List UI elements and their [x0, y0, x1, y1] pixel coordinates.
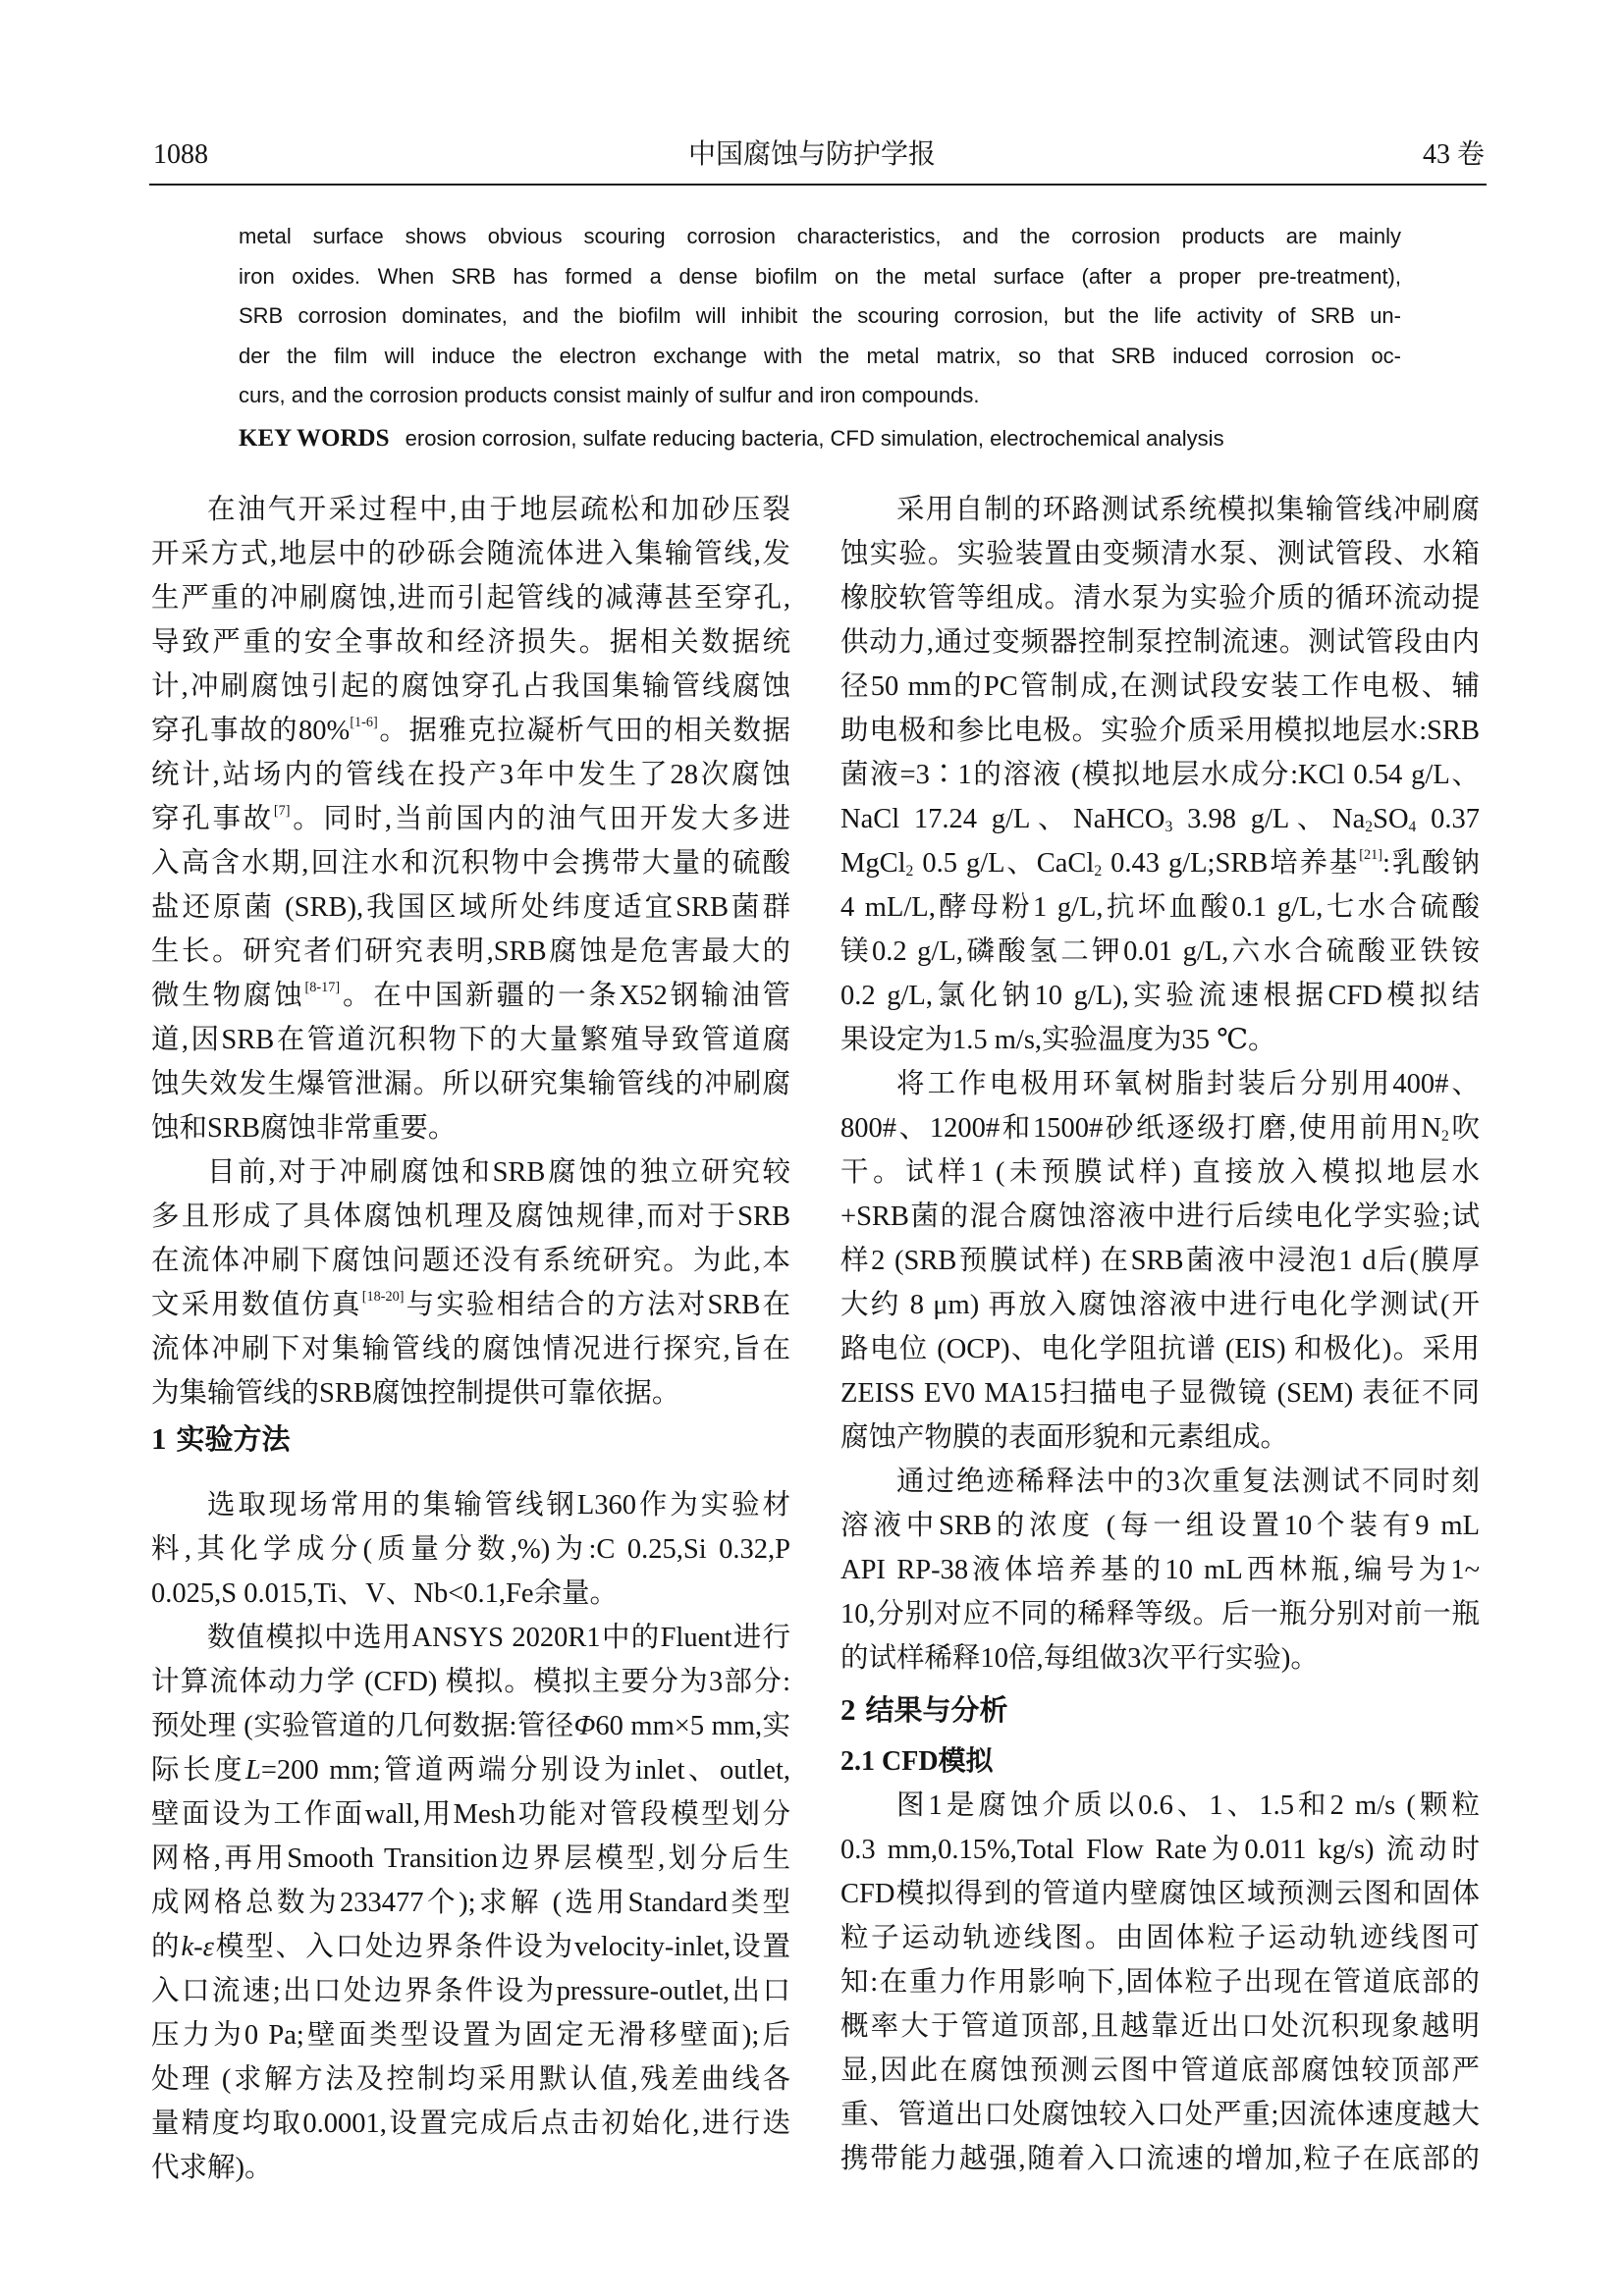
paragraph	[151, 1483, 790, 1616]
text-line: 菌液=3∶1的溶液 (模拟地层水成分:KCl 0.54 g/L、	[840, 760, 1480, 790]
text-line: 生严重的冲刷腐蚀,进而引起管线的减薄甚至穿孔,	[151, 583, 790, 614]
abstract-line: metal surface shows obvious scouring corrosion characteristics, and the corrosion products are mainly	[239, 224, 1401, 248]
text-line: 橡胶软管等组成。清水泵为实验介质的循环流动提	[840, 583, 1480, 614]
text-line: 概率大于管道顶部,且越靠近出口处沉积现象越明	[840, 2011, 1480, 2042]
text-line	[151, 1748, 790, 1792]
text-line: 10,分别对应不同的稀释等级。后一瓶分别对前一瓶	[840, 1599, 1480, 1629]
text-line: 选取现场常用的集输管线钢L360作为实验材	[207, 1490, 790, 1521]
header-rule	[149, 184, 1487, 186]
text-line: 导致严重的安全事故和经济损失。据相关数据统	[151, 627, 790, 658]
text-line: 图1是腐蚀介质以0.6、1、1.5和2 m/s (颗粒	[896, 1790, 1480, 1821]
text-line: 助电极和参比电极。实验介质采用模拟地层水:SRB	[840, 716, 1480, 746]
section-title: 结果与分析	[865, 1693, 1008, 1727]
text-line: +SRB菌的混合腐蚀溶液中进行后续电化学实验;试	[840, 1201, 1480, 1232]
text-line: 镁0.2 g/L,磷酸氢二钾0.01 g/L,六水合硫酸亚铁铵	[840, 936, 1480, 967]
page-number: 1088	[153, 139, 208, 170]
text-line: 蚀实验。实验装置由变频清水泵、测试管段、水箱	[840, 539, 1480, 569]
text-line: 代求解)。	[151, 2153, 273, 2183]
text-line: 入高含水期,回注水和沉积物中会携带大量的硫酸	[151, 848, 790, 879]
abstract-line: der the film will induce the electron exchange with the metal matrix, so that SRB induced corrosion oc-	[239, 343, 1401, 368]
right-column	[840, 488, 1480, 2181]
text-run: 800#、1200#和1500#砂纸逐级打磨,使用前用N	[840, 1113, 1441, 1144]
text-run: 。同时,当前国内的油气田开发大多进	[290, 804, 790, 834]
text-run: 际长度	[151, 1755, 245, 1786]
text-line: 盐还原菌 (SRB),我国区域所处纬度适宜SRB菌群	[151, 892, 790, 923]
paragraph	[840, 488, 1480, 1062]
text-line: 0.025,S 0.015,Ti、V、Nb<0.1,Fe余量。	[151, 1578, 619, 1609]
text-line: 将工作电极用环氧树脂封装后分别用400#、	[896, 1069, 1480, 1099]
paragraph	[151, 1150, 790, 1415]
text-line: 溶液中SRB的浓度 (每一组设置10个装有9 mL	[840, 1511, 1480, 1541]
text-line: 蚀和SRB腐蚀非常重要。	[151, 1113, 457, 1144]
text-run: 0.37	[1431, 804, 1480, 834]
text-line: 目前,对于冲刷腐蚀和SRB腐蚀的独立研究较	[207, 1157, 790, 1188]
abstract-line: SRB corrosion dominates, and the biofilm will inhibit the scouring corrosion, but the life activity of SRB un-	[239, 303, 1401, 329]
text-line: 干。试样1 (未预膜试样) 直接放入模拟地层水	[840, 1157, 1480, 1188]
volume-label: 43 卷	[1422, 139, 1485, 170]
text-run: 文采用数值仿真	[151, 1290, 362, 1320]
subscript: 2	[905, 862, 914, 880]
text-run: 0.43 g/L;SRB培养基	[1102, 848, 1360, 879]
text-line: 径50 mm的PC管制成,在测试段安装工作电极、辅	[840, 671, 1480, 702]
text-line	[840, 797, 1480, 841]
text-line: 数值模拟中选用ANSYS 2020R1中的Fluent进行	[207, 1623, 790, 1653]
citation-superscript: [21]	[1359, 847, 1383, 864]
text-line: 料,其化学成分(质量分数,%)为:C 0.25,Si 0.32,P	[151, 1534, 790, 1565]
text-line: 多且形成了具体腐蚀机理及腐蚀规律,而对于SRB	[151, 1201, 790, 1232]
text-line: 采用自制的环路测试系统模拟集输管线冲刷腐	[896, 495, 1480, 525]
text-line: 显,因此在腐蚀预测云图中管道底部腐蚀较顶部严	[840, 2056, 1480, 2086]
text-run: :乳酸钠	[1382, 848, 1480, 879]
section-heading	[840, 1681, 1480, 1739]
text-run: SO	[1373, 804, 1409, 834]
text-line: 大约 8 μm) 再放入腐蚀溶液中进行电化学测试(开	[840, 1290, 1480, 1320]
subscript: 2	[1094, 862, 1103, 880]
text-line	[151, 1283, 790, 1327]
italic-symbol: k-ε	[181, 1932, 214, 1962]
text-run: =200 mm;管道两端分别设为inlet、outlet,	[260, 1755, 790, 1786]
left-column	[151, 488, 790, 2190]
text-line: 道,因SRB在管道沉积物下的大量繁殖导致管道腐	[151, 1025, 790, 1055]
citation-superscript: [18-20]	[361, 1289, 405, 1306]
italic-symbol: Φ	[573, 1711, 596, 1741]
text-run: 微生物腐蚀	[151, 981, 305, 1011]
text-line: 通过绝迹稀释法中的3次重复法测试不同时刻	[896, 1467, 1480, 1497]
text-line: 壁面设为工作面wall,用Mesh功能对管段模型划分	[151, 1799, 790, 1830]
section-number: 2	[840, 1692, 856, 1727]
text-line: 样2 (SRB预膜试样) 在SRB菌液中浸泡1 d后(膜厚	[840, 1246, 1480, 1276]
text-line: 在流体冲刷下腐蚀问题还没有系统研究。为此,本	[151, 1246, 790, 1276]
text-run: 模型、入口处边界条件设为velocity-inlet,设置	[213, 1932, 790, 1962]
text-run: 穿孔事故的80%	[151, 716, 351, 746]
text-run: 与实验相结合的方法对SRB在	[404, 1290, 790, 1320]
english-abstract	[239, 217, 1401, 459]
text-line: 重、管道出口处腐蚀较入口处严重;因流体速度越大	[840, 2100, 1480, 2130]
text-line: 在油气开采过程中,由于地层疏松和加砂压裂	[207, 495, 790, 525]
text-run: NaCl 17.24 g/L、NaHCO	[840, 804, 1165, 834]
paragraph	[840, 1784, 1480, 2181]
abstract-line: curs, and the corrosion products consist mainly of sulfur and iron compounds.	[239, 383, 980, 408]
keywords-label: KEY WORDS	[239, 424, 390, 452]
text-run: 0.5 g/L、CaCl	[913, 848, 1095, 879]
section-title: 实验方法	[176, 1422, 291, 1456]
text-line	[151, 709, 790, 753]
text-line: 携带能力越强,随着入口流速的增加,粒子在底部的	[840, 2144, 1480, 2174]
text-line: ZEISS EV0 MA15扫描电子显微镜 (SEM) 表征不同	[840, 1378, 1480, 1409]
text-line: 供动力,通过变频器控制泵控制流速。测试管段由内	[840, 627, 1480, 658]
text-run: 。在中国新疆的一条X52钢输油管	[340, 981, 790, 1011]
italic-symbol: L	[244, 1755, 261, 1786]
text-run: 穿孔事故	[151, 804, 274, 834]
text-line	[151, 1925, 790, 1969]
text-line: 开采方式,地层中的砂砾会随流体进入集输管线,发	[151, 539, 790, 569]
text-line: 统计,站场内的管线在投产3年中发生了28次腐蚀	[151, 760, 790, 790]
subscript: 4	[1408, 818, 1417, 835]
text-run: MgCl	[840, 848, 906, 879]
text-line: 生长。研究者们研究表明,SRB腐蚀是危害最大的	[151, 936, 790, 967]
text-line: 量精度均取0.0001,设置完成后点击初始化,进行迭	[151, 2109, 790, 2139]
citation-superscript: [7]	[273, 803, 291, 820]
text-line: 蚀失效发生爆管泄漏。所以研究集输管线的冲刷腐	[151, 1069, 790, 1099]
text-line: CFD模拟得到的管道内壁腐蚀区域预测云图和固体	[840, 1879, 1480, 1909]
text-line: 入口流速;出口处边界条件设为pressure-outlet,出口	[151, 1976, 790, 2006]
text-run: 的	[151, 1932, 182, 1962]
text-line: 的试样稀释10倍,每组做3次平行实验)。	[840, 1643, 1319, 1674]
text-line: 4 mL/L,酵母粉1 g/L,抗坏血酸0.1 g/L,七水合硫酸	[840, 892, 1480, 923]
text-run: 60 mm×5 mm,实	[595, 1711, 790, 1741]
text-run: 3.98 g/L、Na	[1172, 804, 1366, 834]
text-run: 。据雅克拉凝析气田的相关数据	[377, 716, 790, 746]
keywords-text: erosion corrosion, sulfate reducing bacteria, CFD simulation, electrochemical analysis	[405, 425, 1224, 451]
text-line	[151, 1704, 790, 1748]
text-line: 网格,再用Smooth Transition边界层模型,划分后生	[151, 1843, 790, 1874]
text-line: 粒子运动轨迹线图。由固体粒子运动轨迹线图可	[840, 1923, 1480, 1953]
text-line: 腐蚀产物膜的表面形貌和元素组成。	[840, 1422, 1289, 1453]
subscript: 3	[1164, 818, 1173, 835]
paragraph	[840, 1062, 1480, 1460]
paragraph	[151, 1616, 790, 2190]
abstract-line: iron oxides. When SRB has formed a dense biofilm on the metal surface (after a proper pre-treatment),	[239, 263, 1401, 289]
text-line: 为集输管线的SRB腐蚀控制提供可靠依据。	[151, 1378, 680, 1409]
citation-superscript: [1-6]	[350, 715, 378, 731]
abstract-text	[239, 217, 1401, 416]
section-number: 1	[151, 1421, 167, 1456]
section-heading	[151, 1415, 790, 1483]
keywords-line	[239, 418, 1401, 459]
text-run: 吹	[1448, 1113, 1480, 1144]
text-line: 处理 (求解方法及控制均采用默认值,残差曲线各	[151, 2064, 790, 2095]
text-line: 计算流体动力学 (CFD) 模拟。模拟主要分为3部分:	[151, 1667, 790, 1697]
text-line: 流体冲刷下对集输管线的腐蚀情况进行探究,旨在	[151, 1334, 790, 1364]
text-line: 果设定为1.5 m/s,实验温度为35 ℃。	[840, 1025, 1276, 1055]
text-line	[840, 1106, 1480, 1150]
text-line: 0.2 g/L,氯化钠10 g/L),实验流速根据CFD模拟结	[840, 981, 1480, 1011]
text-line: 计,冲刷腐蚀引起的腐蚀穿孔占我国集输管线腐蚀	[151, 671, 790, 702]
text-line: 路电位 (OCP)、电化学阻抗谱 (EIS) 和极化)。采用	[840, 1334, 1480, 1364]
journal-title: 中国腐蚀与防护学报	[687, 139, 936, 170]
citation-superscript: [8-17]	[304, 980, 341, 996]
text-line: 0.3 mm,0.15%,Total Flow Rate为0.011 kg/s) 流动时	[840, 1835, 1480, 1865]
text-line	[151, 797, 790, 841]
text-line: 压力为0 Pa;壁面类型设置为固定无滑移壁面);后	[151, 2020, 790, 2051]
text-line: 知:在重力作用影响下,固体粒子出现在管道底部的	[840, 1967, 1480, 1998]
text-line: API RP-38液体培养基的10 mL西林瓶,编号为1~	[840, 1555, 1480, 1585]
subscript: 2	[1365, 818, 1374, 835]
subsection-heading: 2.1 CFD模拟	[840, 1746, 994, 1777]
paragraph	[840, 1460, 1480, 1681]
text-line	[151, 974, 790, 1018]
subscript: 2	[1440, 1127, 1449, 1145]
text-line: 成网格总数为233477个);求解 (选用Standard类型	[151, 1888, 790, 1918]
paragraph	[151, 488, 790, 1150]
text-line	[840, 841, 1480, 885]
text-run: 预处理 (实验管道的几何数据:管径	[151, 1711, 574, 1741]
